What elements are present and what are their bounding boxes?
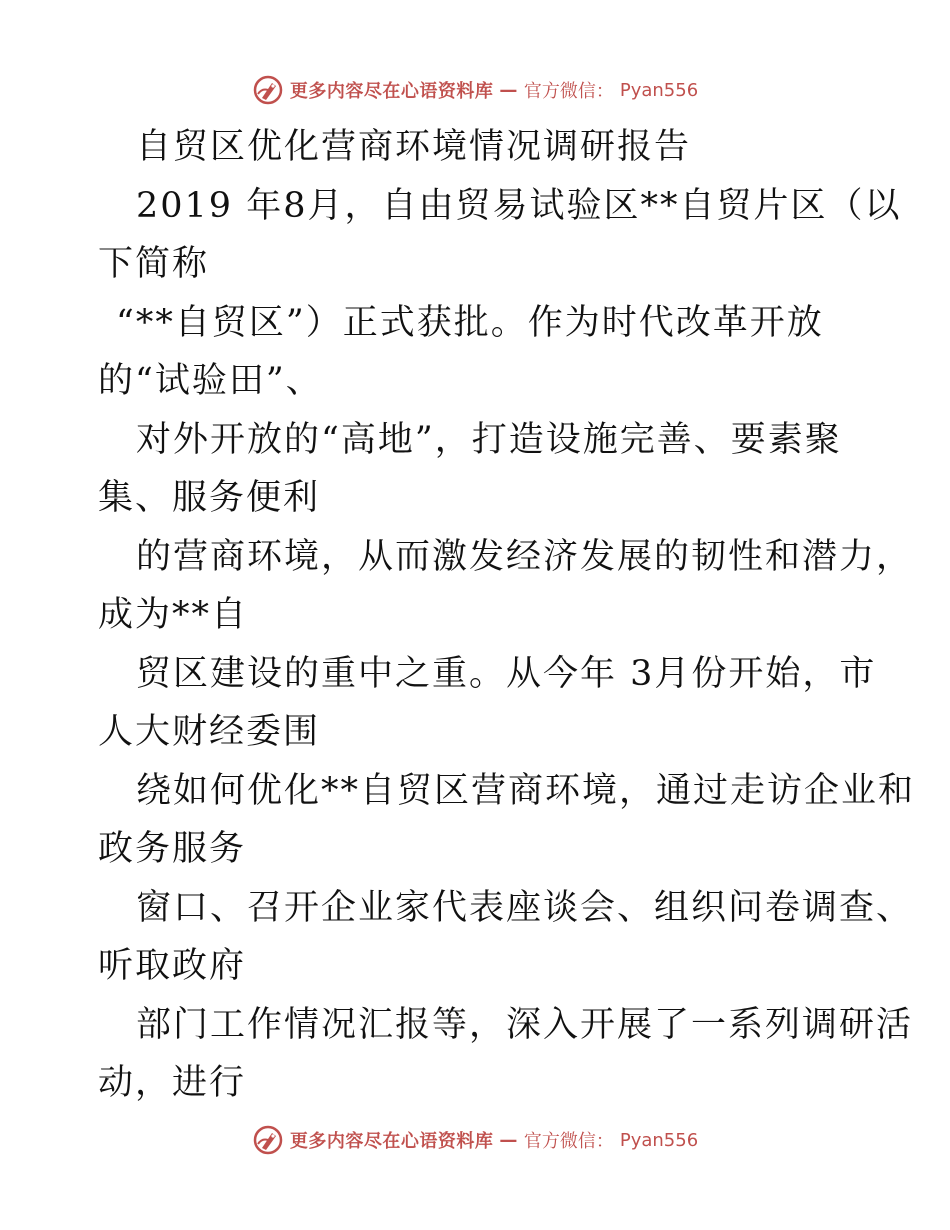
document-line: 成为**自 [98, 595, 249, 635]
footer-banner-inner [252, 1124, 698, 1156]
footer-banner-wechat-label: 官方微信： [523, 1131, 614, 1152]
document-line: 对外开放的“高地”，打造设施完善、要素聚 [136, 419, 842, 460]
header-banner-wechat-id: Pyan556 [619, 79, 699, 101]
header-banner-separator: — [499, 79, 518, 101]
document-line: 人大财经委围 [98, 712, 321, 752]
document-title: 自贸区优化营商环境情况调研报告 [136, 127, 692, 167]
document-line: 听取政府 [98, 946, 247, 986]
footer-banner-text: 更多内容尽在心语资料库 [289, 1131, 494, 1152]
header-banner-inner [252, 74, 698, 106]
document-line: 政务服务 [98, 829, 247, 869]
header-banner-wechat-label: 官方微信： [523, 81, 614, 102]
footer-banner [0, 1120, 950, 1160]
footer-banner-separator: — [499, 1129, 518, 1151]
document-line: 集、服务便利 [98, 478, 321, 518]
document-line: 动，进行 [98, 1063, 247, 1103]
document-line: 部门工作情况汇报等，深入开展了一系列调研活 [136, 1004, 914, 1045]
pen-nib-circle-icon [252, 74, 284, 106]
document-line: 下简称 [98, 244, 210, 284]
footer-banner-wechat-id: Pyan556 [619, 1129, 699, 1151]
document-line: 的营商环境，从而激发经济发展的韧性和潜力， [136, 536, 914, 577]
document-line: 贸区建设的重中之重。从今年 3月份开始，市 [136, 653, 877, 694]
header-banner-text: 更多内容尽在心语资料库 [289, 81, 494, 102]
document-line: 的“试验田”、 [98, 361, 323, 401]
document-line: 窗口、召开企业家代表座谈会、组织问卷调查、 [136, 887, 914, 928]
header-banner [0, 70, 950, 110]
document-body [98, 118, 916, 1113]
document-line: 绕如何优化**自贸区营商环境，通过走访企业和 [136, 770, 916, 811]
document-line: “**自贸区”）正式获批。作为时代改革开放 [116, 302, 824, 343]
pen-nib-circle-icon [252, 1124, 284, 1156]
document-line: 2019 年8月，自由贸易试验区**自贸片区（以 [136, 185, 902, 226]
